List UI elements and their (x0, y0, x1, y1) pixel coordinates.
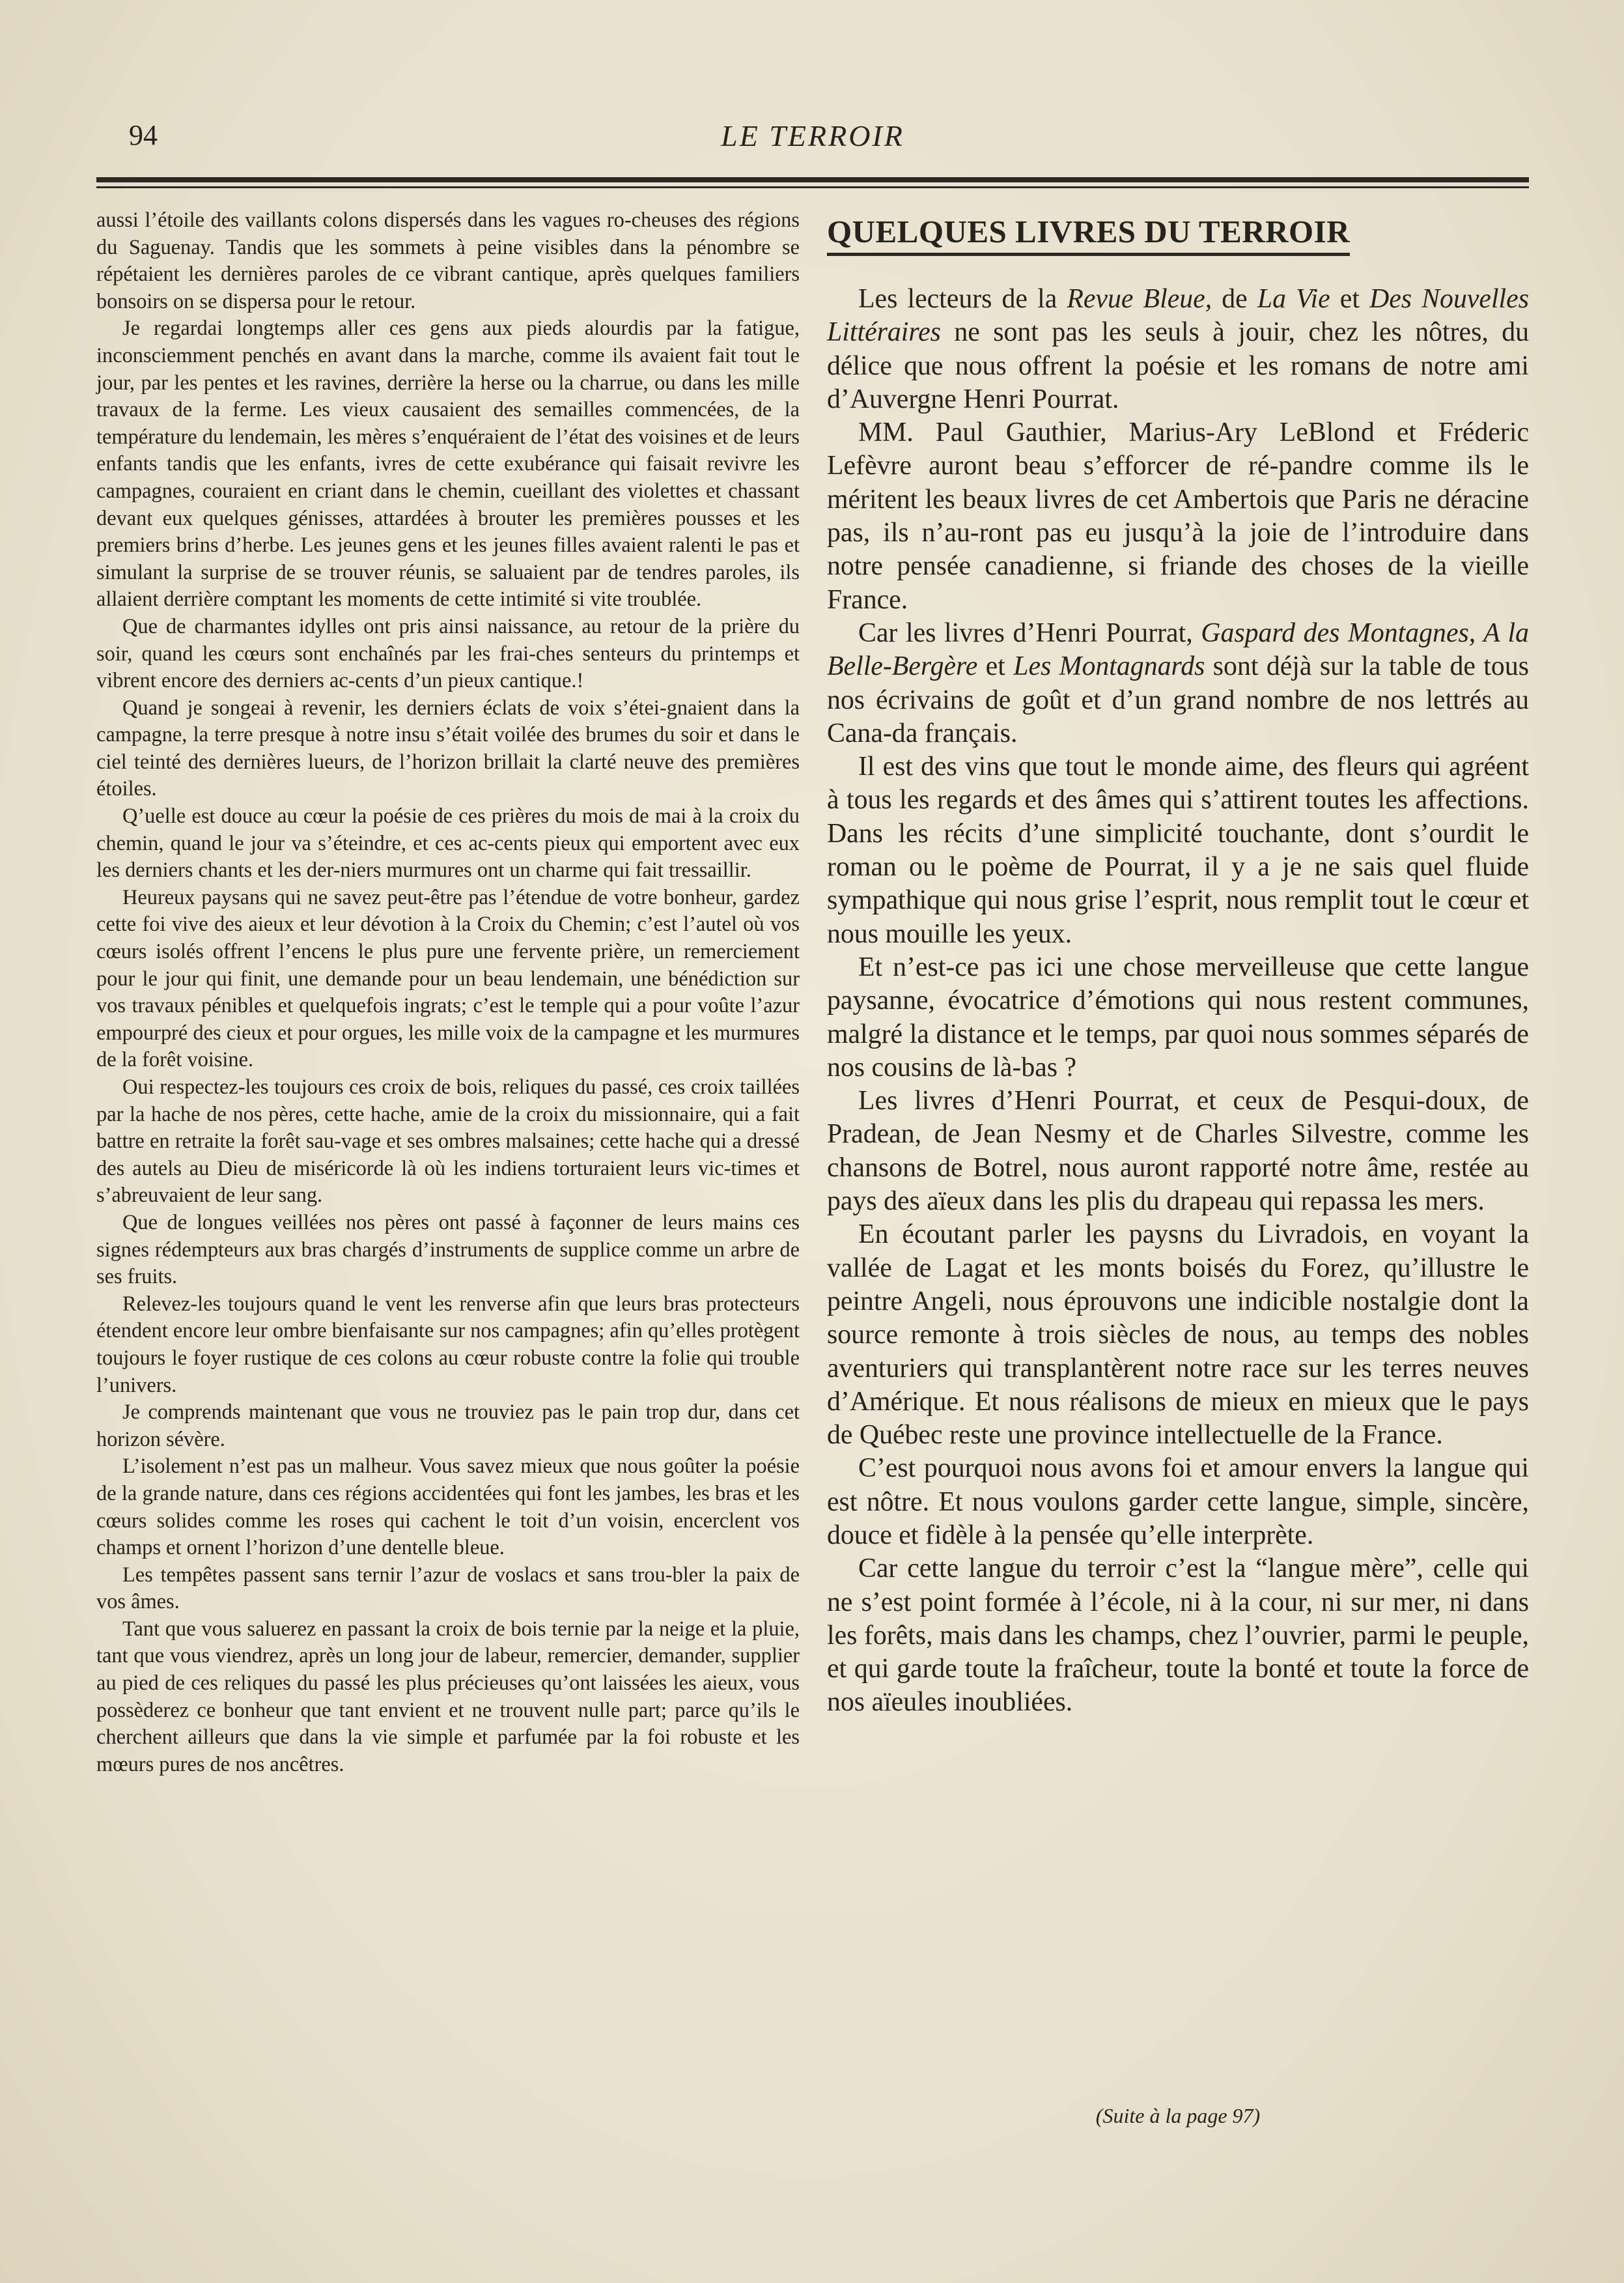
paragraph: Que de charmantes idylles ont pris ainsi naissance, au retour de la prière du soir, quand les cœurs sont enchaînés par les frai-ches senteurs du printemps et vibrent encore des derniers ac-cents d’un pieux cantique.! (96, 614, 800, 693)
paragraph: Que de longues veillées nos pères ont passé à façonner de leurs mains ces signes rédempteurs aux bras chargés d’instruments de supplice comme un arbre de ses fruits. (96, 1210, 800, 1289)
page-number: 94 (129, 119, 158, 151)
section-title: QUELQUES LIVRES DU TERROIR (827, 212, 1350, 256)
header-rule-thin (96, 186, 1529, 188)
paragraph: Et n’est-ce pas ici une chose merveilleuse que cette langue paysanne, évocatrice d’émotions qui nous restent communes, malgré la distance et le temps, par quoi nous sommes séparés de nos cousins de là-bas ? (827, 952, 1529, 1083)
text-run: Les lecteurs de la (858, 284, 1067, 314)
paragraph: Relevez-les toujours quand le vent les renverse afin que leurs bras protecteurs étendent encore leur ombre bienfaisante sur nos campagnes; afin qu’elles protègent toujours le foyer rustique de ces colons au cœur robuste contre la folie qui trouble l’univers. (96, 1292, 800, 1397)
paragraph: Car cette langue du terroir c’est la “langue mère”, celle qui ne s’est point formée à l’école, ni à la cour, ni sur mer, ni dans les forêts, mais dans les champs, chez l’ouvrier, parmi le peuple, et qui garde toute la fraîcheur, toute la bonté et toute la force de nos aïeules inoubliées. (827, 1553, 1529, 1718)
paragraph: Les tempêtes passent sans ternir l’azur de voslacs et sans trou-bler la paix de vos âmes. (96, 1563, 800, 1614)
journal-title: Des Nouvelles Littéraires (827, 284, 1529, 348)
text-run: et (977, 651, 1014, 682)
journal-title: La Vie (1257, 284, 1330, 314)
paragraph: aussi l’étoile des vaillants colons dispersés dans les vagues ro-cheuses des régions du Saguenay. Tandis que les sommets à peine visibles dans la pénombre se répétaient les dernières paroles de ce vibrant cantique, après quelques familiers bonsoirs on se dispersa pour le retour. (96, 208, 800, 313)
left-column (96, 207, 800, 1778)
header-rule-thick (96, 177, 1529, 182)
paragraph: Les livres d’Henri Pourrat, et ceux de Pesqui-doux, de Pradean, de Jean Nesmy et de Charles Silvestre, comme les chansons de Botrel, nous auront rapporté notre âme, restée au pays des aïeux dans les plis du drapeau qui repassa les mers. (827, 1086, 1529, 1217)
paragraph: Quand je songeai à revenir, les derniers éclats de voix s’étei-gnaient dans la campagne, la terre presque à notre insu s’était voilée des brumes du soir et dans le ciel teinté des dernières lueurs, de l’horizon brillait la clarté neuve des premières étoiles. (96, 696, 800, 801)
text-run: sont déjà sur la table de tous nos écrivains de goût et d’un grand nombre de nos lettrés au Cana-da français. (827, 651, 1529, 748)
paragraph: En écoutant parler les paysns du Livradois, en voyant la vallée de Lagat et les monts boisés du Forez, qu’illustre le peintre Angeli, nous éprouvons une indicible nostalgie dont la source remonte à trois siècles de nous, au temps des nobles aventuriers qui transplantèrent notre race sur les terres neuves d’Amérique. Et nous réalisons de mieux en mieux que le pays de Québec reste une province intellectuelle de la France. (827, 1219, 1529, 1451)
paragraph: Je comprends maintenant que vous ne trouviez pas le pain trop dur, dans cet horizon sévère. (96, 1400, 800, 1451)
paragraph: Oui respectez-les toujours ces croix de bois, reliques du passé, ces croix taillées par la hache de nos pères, cette hache, amie de la croix du missionnaire, qui a fait battre en retraite la forêt sau-vage et ses ombres malsaines; cette hache qui a dressé des autels au Dieu de miséricorde là où les indiens torturaient leurs vic-times et s’abreuvaient de leur sang. (96, 1075, 800, 1208)
text-run: ne sont pas les seuls à jouir, chez les nôtres, du délice que nous offrent la poésie et les romans de notre ami d’Auvergne Henri Pourrat. (827, 317, 1529, 414)
paragraph (827, 283, 1529, 416)
paragraph: Tant que vous saluerez en passant la croix de bois ternie par la neige et la pluie, tant que vous viendrez, après un long jour de labeur, remercier, demander, supplier au pied de ces reliques du passé les plus précieuses qu’ont laissées les aieux, vous possèderez ce bonheur que tant envient et ne trouvent nulle part; parce qu’ils le cherchent ailleurs que dans la vie simple et parfumée par la foi robuste et les mœurs pures de nos ancêtres. (96, 1617, 800, 1776)
paragraph: Q’uelle est douce au cœur la poésie de ces prières du mois de mai à la croix du chemin, quand le jour va s’éteindre, et ces ac-cents pieux qui emportent avec eux les derniers chants et les der-niers murmures ont un charme qui fait tressaillir. (96, 804, 800, 883)
continuation-note: (Suite à la page 97) (1095, 2104, 1261, 2127)
running-title: LE TERROIR (721, 119, 904, 152)
book-title: Gaspard des Montagnes, A la Belle-Bergère (827, 617, 1530, 682)
journal-title: Revue Bleue, (1067, 284, 1212, 314)
right-column (827, 207, 1529, 1720)
text-run: Car les livres d’Henri Pourrat, (858, 617, 1201, 648)
paragraph: MM. Paul Gauthier, Marius-Ary LeBlond et Fréderic Lefèvre auront beau s’efforcer de ré-pandre comme ils le méritent les beaux livres de cet Ambertois que Paris ne déracine pas, ils n’au-ront pas eu jusqu’à la joie de l’introduire dans notre pensée canadienne, si friande des choses de la vieille France. (827, 418, 1529, 615)
paragraph: Heureux paysans qui ne savez peut-être pas l’étendue de votre bonheur, gardez cette foi vive des aieux et leur dévotion à la Croix du Chemin; c’est l’autel où vos cœurs isolés offrent l’encens le plus pure une fervente prière, un remerciement pour le jour qui finit, une demande pour un beau lendemain, une bénédiction sur vos travaux pénibles et quelquefois ingrats; c’est le temple qui a pour voûte l’azur empourpré des cieux et pour orgues, les mille voix de la campagne et les murmures de la forêt voisine. (96, 885, 800, 1072)
paragraph: C’est pourquoi nous avons foi et amour envers la langue qui est nôtre. Et nous voulons garder cette langue, simple, sincère, douce et fidèle à la pensée qu’elle interprète. (827, 1453, 1529, 1550)
paragraph (827, 617, 1529, 750)
text-run: et (1330, 284, 1370, 314)
paragraph: Je regardai longtemps aller ces gens aux pieds alourdis par la fatigue, inconsciemment penchés en avant dans la marche, comme ils avaient fait tout le jour, par les pentes et les ravines, derrière la herse ou la charrue, ou dans les mille travaux de la ferme. Les vieux causaient des semailles commencées, de la température du lendemain, les mères s’enquéraient de l’état des voisines et de leurs enfants tandis que les enfants, ivres de cette exubérance qui faisait revivre les campagnes, couraient en criant dans le chemin, cueillant des violettes et chassant devant eux quelques génisses, attardées à brouter les premières pousses et les premiers brins d’herbe. Les jeunes gens et les jeunes filles avaient ralenti le pas et simulant la surprise de se trouver réunis, se saluaient par de tendres paroles, ils allaient derrière comptant les moments de cette intimité si vite troublée. (96, 317, 800, 612)
paragraph: Il est des vins que tout le monde aime, des fleurs qui agréent à tous les regards et des âmes qui s’attirent toutes les affections. Dans les récits d’une simplicité touchante, dont s’ourdit le roman ou le poème de Pourrat, il y a je ne sais quel fluide sympathique qui nous grise l’esprit, nous remplit tout le cœur et nous mouille les yeux. (827, 752, 1529, 949)
book-title: Les Montagnards (1013, 651, 1205, 682)
page-header (96, 119, 1529, 164)
section-title-block (827, 207, 1529, 283)
paragraph: L’isolement n’est pas un malheur. Vous savez mieux que nous goûter la poésie de la grande nature, dans ces régions accidentées qui font les jambes, les bras et les cœurs solides comme les roses qui cachent le toit d’un voisin, encerclent vos champs et ornent l’horizon d’une dentelle bleue. (96, 1454, 800, 1560)
text-run: de (1212, 284, 1257, 314)
